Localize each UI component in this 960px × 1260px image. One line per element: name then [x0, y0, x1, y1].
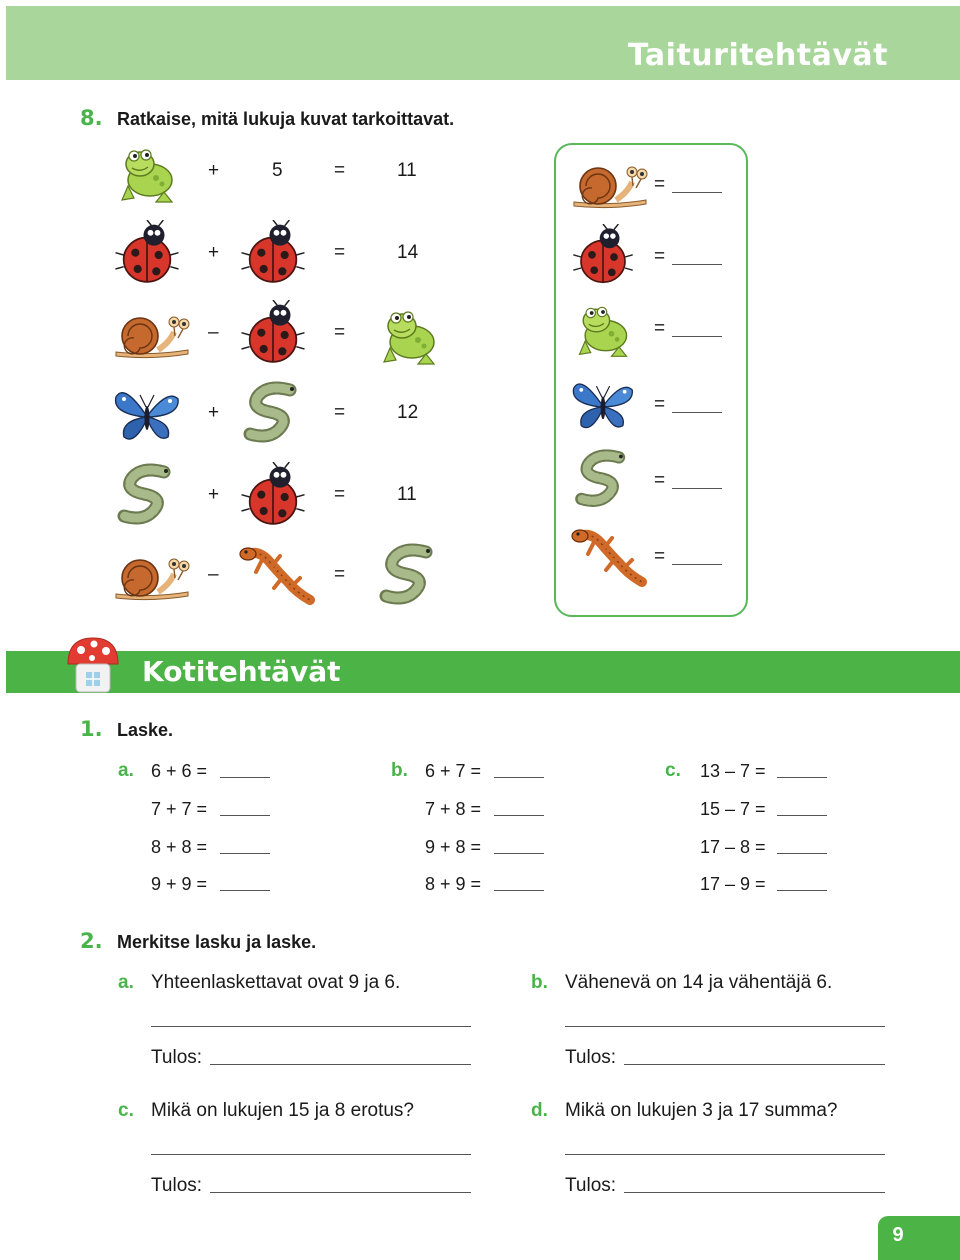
ladybug-icon — [238, 220, 308, 290]
worm-icon — [374, 542, 444, 612]
lizard-icon — [570, 524, 650, 594]
answer-blank[interactable] — [494, 890, 544, 891]
answer-equals: = — [654, 546, 666, 567]
snail-icon — [112, 310, 192, 360]
answer-blank[interactable] — [777, 815, 827, 816]
calculation: 17 – 9 = — [700, 874, 766, 894]
calculation: 7 + 8 = — [425, 799, 482, 819]
calculation: 17 – 8 = — [700, 837, 766, 857]
calculation-line[interactable] — [565, 1154, 885, 1155]
frog-icon — [112, 138, 182, 208]
operator: + — [208, 402, 220, 423]
task-2-sub-label: b. — [531, 972, 548, 993]
task-2-sub-label: a. — [118, 972, 134, 993]
result-label: Tulos: — [565, 1047, 617, 1068]
answer-blank[interactable] — [494, 815, 544, 816]
task-2-question: Vähenevä on 14 ja vähentäjä 6. — [565, 972, 833, 993]
lizard-icon — [238, 542, 318, 612]
operator: – — [208, 322, 219, 343]
calculation: 6 + 7 = — [425, 761, 482, 781]
calculation: 6 + 6 = — [151, 761, 208, 781]
task-8-instruction: Ratkaise, mitä lukuja kuvat tarkoittavat. — [117, 109, 455, 129]
result-line[interactable] — [624, 1064, 885, 1065]
header-title: Taituritehtävät — [627, 38, 888, 73]
calculation-line[interactable] — [151, 1026, 471, 1027]
butterfly-icon — [112, 380, 182, 450]
task-2-instruction: Merkitse lasku ja laske. — [117, 932, 317, 952]
ladybug-icon — [238, 300, 308, 370]
homework-title: Kotitehtävät — [142, 655, 341, 688]
equals-sign: = — [334, 564, 346, 585]
calculation: 13 – 7 = — [700, 761, 766, 781]
equals-sign: = — [334, 160, 346, 181]
calculation: 8 + 9 = — [425, 874, 482, 894]
calculation: 15 – 7 = — [700, 799, 766, 819]
calculation-line[interactable] — [151, 1154, 471, 1155]
result-label: Tulos: — [151, 1047, 203, 1068]
task-8-number: 8. — [80, 106, 103, 130]
result-value: 11 — [397, 160, 417, 181]
answer-blank[interactable] — [220, 890, 270, 891]
task-1-sub-label: b. — [391, 760, 408, 781]
task-2-question: Mikä on lukujen 15 ja 8 erotus? — [151, 1100, 414, 1121]
task-2-question: Yhteenlaskettavat ovat 9 ja 6. — [151, 972, 401, 993]
frog-icon — [570, 296, 636, 362]
answer-blank[interactable] — [777, 890, 827, 891]
result-line[interactable] — [624, 1192, 885, 1193]
operator: + — [208, 160, 220, 181]
answer-blank[interactable] — [672, 336, 722, 337]
page-number: 9 — [892, 1224, 904, 1246]
addend-value: 5 — [272, 160, 283, 181]
task-2-sub-label: c. — [118, 1100, 134, 1121]
answer-equals: = — [654, 174, 666, 195]
equals-sign: = — [334, 242, 346, 263]
task-1-sub-label: a. — [118, 760, 134, 781]
result-line[interactable] — [210, 1064, 471, 1065]
calculation: 8 + 8 = — [151, 837, 208, 857]
answer-blank[interactable] — [672, 192, 722, 193]
calculation: 9 + 9 = — [151, 874, 208, 894]
snail-icon — [112, 552, 192, 602]
result-value: 14 — [397, 242, 419, 263]
result-line[interactable] — [210, 1192, 471, 1193]
answer-blank[interactable] — [777, 777, 827, 778]
result-label: Tulos: — [151, 1175, 203, 1196]
ladybug-icon — [238, 462, 308, 532]
task-2-sub-label: d. — [531, 1100, 548, 1121]
answer-blank[interactable] — [220, 777, 270, 778]
frog-icon — [374, 300, 444, 370]
snail-icon — [570, 160, 650, 210]
answer-equals: = — [654, 394, 666, 415]
answer-blank[interactable] — [672, 264, 722, 265]
ladybug-icon — [112, 220, 182, 290]
answer-blank[interactable] — [220, 815, 270, 816]
task-2-question: Mikä on lukujen 3 ja 17 summa? — [565, 1100, 838, 1121]
answer-blank[interactable] — [672, 488, 722, 489]
answer-equals: = — [654, 318, 666, 339]
task-1-number: 1. — [80, 717, 103, 741]
operator: + — [208, 484, 220, 505]
answer-blank[interactable] — [494, 777, 544, 778]
calculation: 9 + 8 = — [425, 837, 482, 857]
calculation: 7 + 7 = — [151, 799, 208, 819]
equals-sign: = — [334, 484, 346, 505]
answer-blank[interactable] — [672, 564, 722, 565]
answer-blank[interactable] — [494, 853, 544, 854]
result-value: 11 — [397, 484, 417, 505]
ladybug-icon — [570, 224, 636, 290]
worm-icon — [112, 462, 182, 532]
worm-icon — [238, 380, 308, 450]
operator: + — [208, 242, 220, 263]
calculation-line[interactable] — [565, 1026, 885, 1027]
operator: – — [208, 564, 219, 585]
result-label: Tulos: — [565, 1175, 617, 1196]
butterfly-icon — [570, 372, 636, 438]
answer-equals: = — [654, 246, 666, 267]
answer-blank[interactable] — [220, 853, 270, 854]
equals-sign: = — [334, 402, 346, 423]
task-1-sub-label: c. — [665, 760, 681, 781]
task-1-instruction: Laske. — [117, 720, 174, 740]
answer-blank[interactable] — [672, 412, 722, 413]
result-value: 12 — [397, 402, 419, 423]
task-2-number: 2. — [80, 929, 103, 953]
answer-equals: = — [654, 470, 666, 491]
worm-icon — [570, 448, 636, 514]
answer-blank[interactable] — [777, 853, 827, 854]
mushroom-icon — [64, 634, 122, 696]
equals-sign: = — [334, 322, 346, 343]
